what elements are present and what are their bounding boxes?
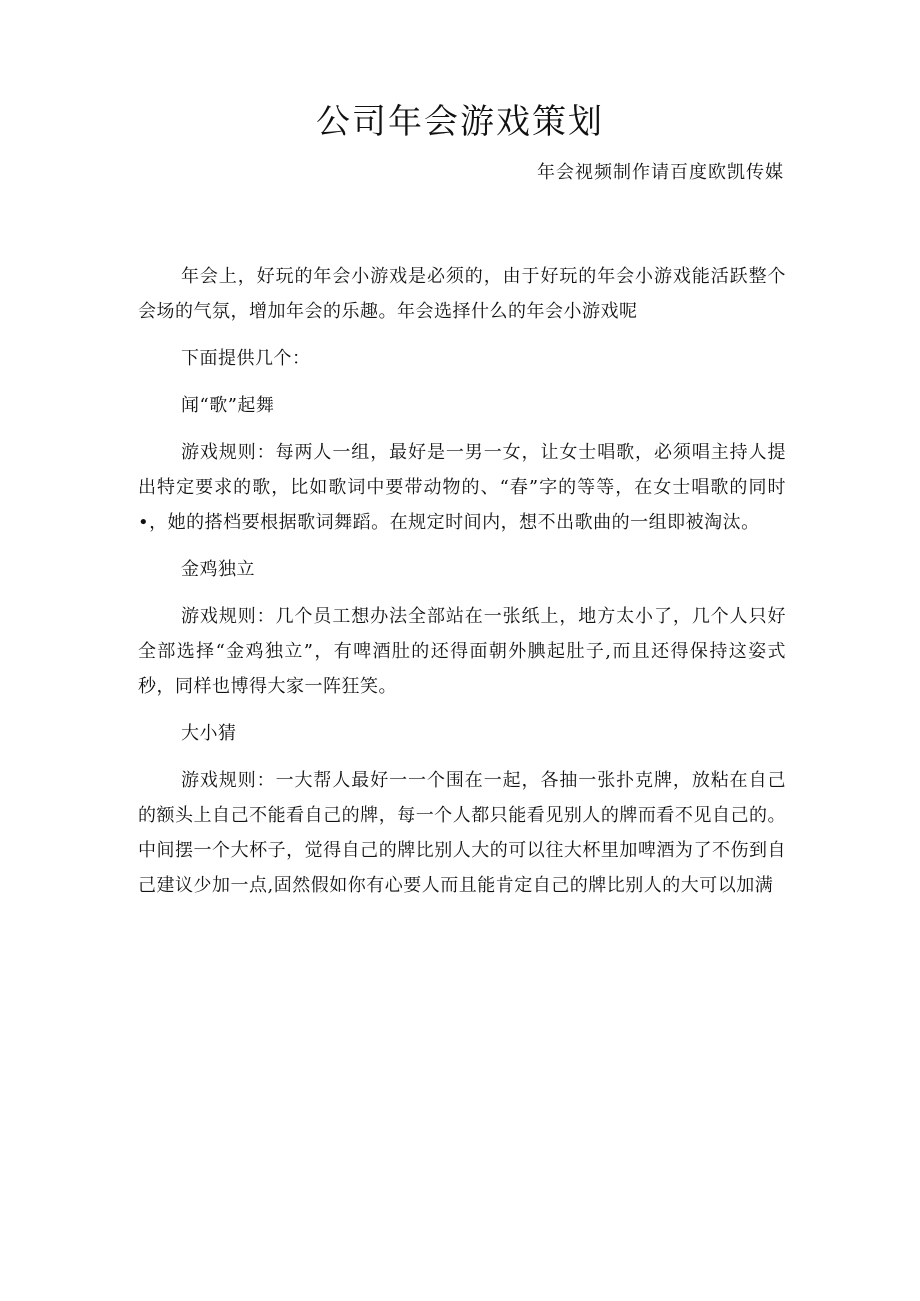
paragraph-rules-1: 游戏规则：每两人一组，最好是一男一女，让女士唱歌，必须唱主持人提出特定要求的歌，比如歌词中要带动物的、“春”字的等等，在女士唱歌的同时•，她的搭档要根据歌词舞蹈。在规定时间内，想不出歌曲的一组即被淘汰。 [138,442,786,533]
section-heading-jin-ji-du-li: 金鸡独立 [181,559,255,580]
paragraph-rules-2: 游戏规则：几个员工想办法全部站在一张纸上，地方太小了，几个人只好全部选择“金鸡独立”，有啤酒肚的还得面朝外腆起肚子,而且还得保持这姿式秒，同样也博得大家一阵狂笑。 [138,606,786,697]
paragraph-rules-3: 游戏规则：一大帮人最好一一个围在一起，各抽一张扑克牌，放粘在自己的额头上自己不能看自己的牌，每一个人都只能看见别人的牌而看不见自己的。中间摆一个大杯子，觉得自己的牌比别人大的可以往大杯里加啤酒为了不伤到自己建议少加一点,固然假如你有心要人而且能肯定自己的牌比别人的大可以加满 [138,770,786,896]
paragraph-intro: 年会上，好玩的年会小游戏是必须的，由于好玩的年会小游戏能活跃整个会场的气氛，增加年会的乐趣。年会选择什么的年会小游戏呢 [138,266,786,322]
paragraph-list-intro: 下面提供几个： [181,348,311,369]
section-heading-da-xiao-cai: 大小猜 [181,723,237,744]
section-heading-wen-ge-qi-wu: 闻“歌”起舞 [181,395,275,416]
document-title: 公司年会游戏策划 [316,102,604,142]
document-subtitle: 年会视频制作请百度欧凯传媒 [537,162,784,183]
document-body [138,259,786,915]
